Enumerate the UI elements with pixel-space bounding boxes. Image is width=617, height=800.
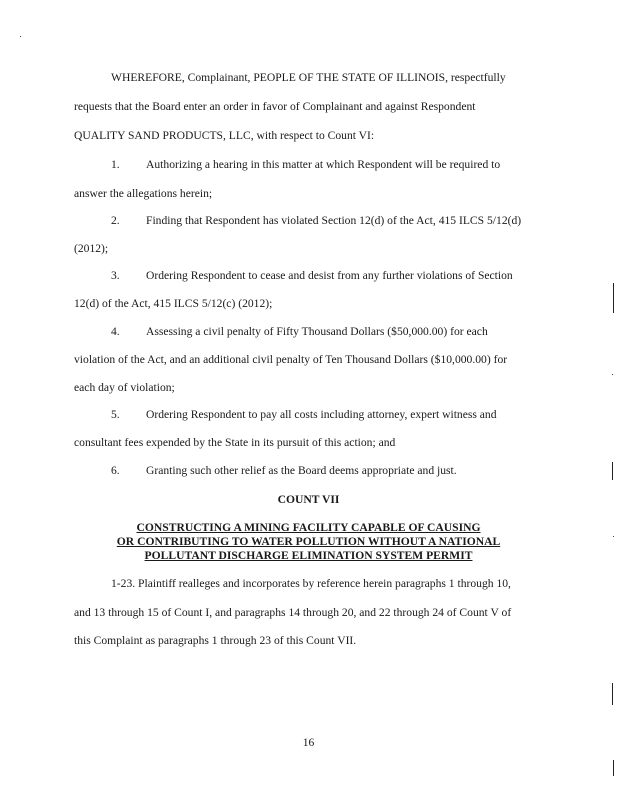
relief-item-5-number: 5. bbox=[111, 408, 120, 421]
relief-item-6-number: 6. bbox=[111, 464, 120, 477]
page-number: 16 bbox=[302, 736, 315, 749]
relief-item-2-line-2: (2012); bbox=[74, 242, 109, 255]
scan-artifact-mark bbox=[613, 760, 614, 776]
paragraph-line-1: 1-23. Plaintiff realleges and incorporates by reference herein paragraphs 1 through 10, bbox=[111, 577, 511, 590]
relief-item-1-number: 1. bbox=[111, 158, 120, 171]
relief-item-4-number: 4. bbox=[111, 325, 120, 338]
relief-item-2-line-1: Finding that Respondent has violated Section 12(d) of the Act, 415 ILCS 5/12(d) bbox=[146, 214, 522, 227]
paragraph-line-3: this Complaint as paragraphs 1 through 23 of this Count VII. bbox=[74, 634, 357, 647]
relief-item-5-line-2: consultant fees expended by the State in its pursuit of this action; and bbox=[74, 436, 396, 449]
relief-item-4-line-1: Assessing a civil penalty of Fifty Thousand Dollars ($50,000.00) for each bbox=[146, 325, 488, 338]
wherefore-line-2: requests that the Board enter an order in favor of Complainant and against Respondent bbox=[74, 100, 476, 113]
relief-item-2-number: 2. bbox=[111, 214, 120, 227]
relief-item-6-line-1: Granting such other relief as the Board deems appropriate and just. bbox=[146, 464, 457, 477]
relief-item-5-line-1: Ordering Respondent to pay all costs including attorney, expert witness and bbox=[146, 408, 497, 421]
relief-item-4-line-2: violation of the Act, and an additional civil penalty of Ten Thousand Dollars ($10,000.00) for bbox=[74, 353, 508, 366]
wherefore-line-3: QUALITY SAND PRODUCTS, LLC, with respect to Count VI: bbox=[74, 129, 375, 142]
count-heading: COUNT VII bbox=[277, 493, 340, 506]
paragraph-line-2: and 13 through 15 of Count I, and paragraphs 14 through 20, and 22 through 24 of Count V of bbox=[74, 606, 512, 619]
count-title-line-2: OR CONTRIBUTING TO WATER POLLUTION WITHOUT A NATIONAL bbox=[116, 535, 501, 548]
scan-artifact-dot bbox=[20, 36, 21, 37]
scan-artifact-dot bbox=[612, 374, 613, 375]
relief-item-4-line-3: each day of violation; bbox=[74, 381, 175, 394]
count-title-line-3: POLLUTANT DISCHARGE ELIMINATION SYSTEM PERMIT bbox=[144, 549, 473, 562]
relief-item-1-line-2: answer the allegations herein; bbox=[74, 187, 213, 200]
count-title-line-1: CONSTRUCTING A MINING FACILITY CAPABLE OF CAUSING bbox=[136, 521, 481, 534]
scan-artifact-mark bbox=[612, 683, 613, 705]
scan-artifact-dot bbox=[613, 536, 614, 537]
relief-item-3-line-1: Ordering Respondent to cease and desist from any further violations of Section bbox=[146, 269, 513, 282]
wherefore-line-1: WHEREFORE, Complainant, PEOPLE OF THE STATE OF ILLINOIS, respectfully bbox=[111, 71, 506, 84]
relief-item-3-number: 3. bbox=[111, 269, 120, 282]
scan-artifact-mark bbox=[612, 462, 613, 480]
relief-item-3-line-2: 12(d) of the Act, 415 ILCS 5/12(c) (2012); bbox=[74, 297, 273, 310]
scan-artifact-mark bbox=[613, 283, 614, 313]
relief-item-1-line-1: Authorizing a hearing in this matter at which Respondent will be required to bbox=[146, 158, 501, 171]
